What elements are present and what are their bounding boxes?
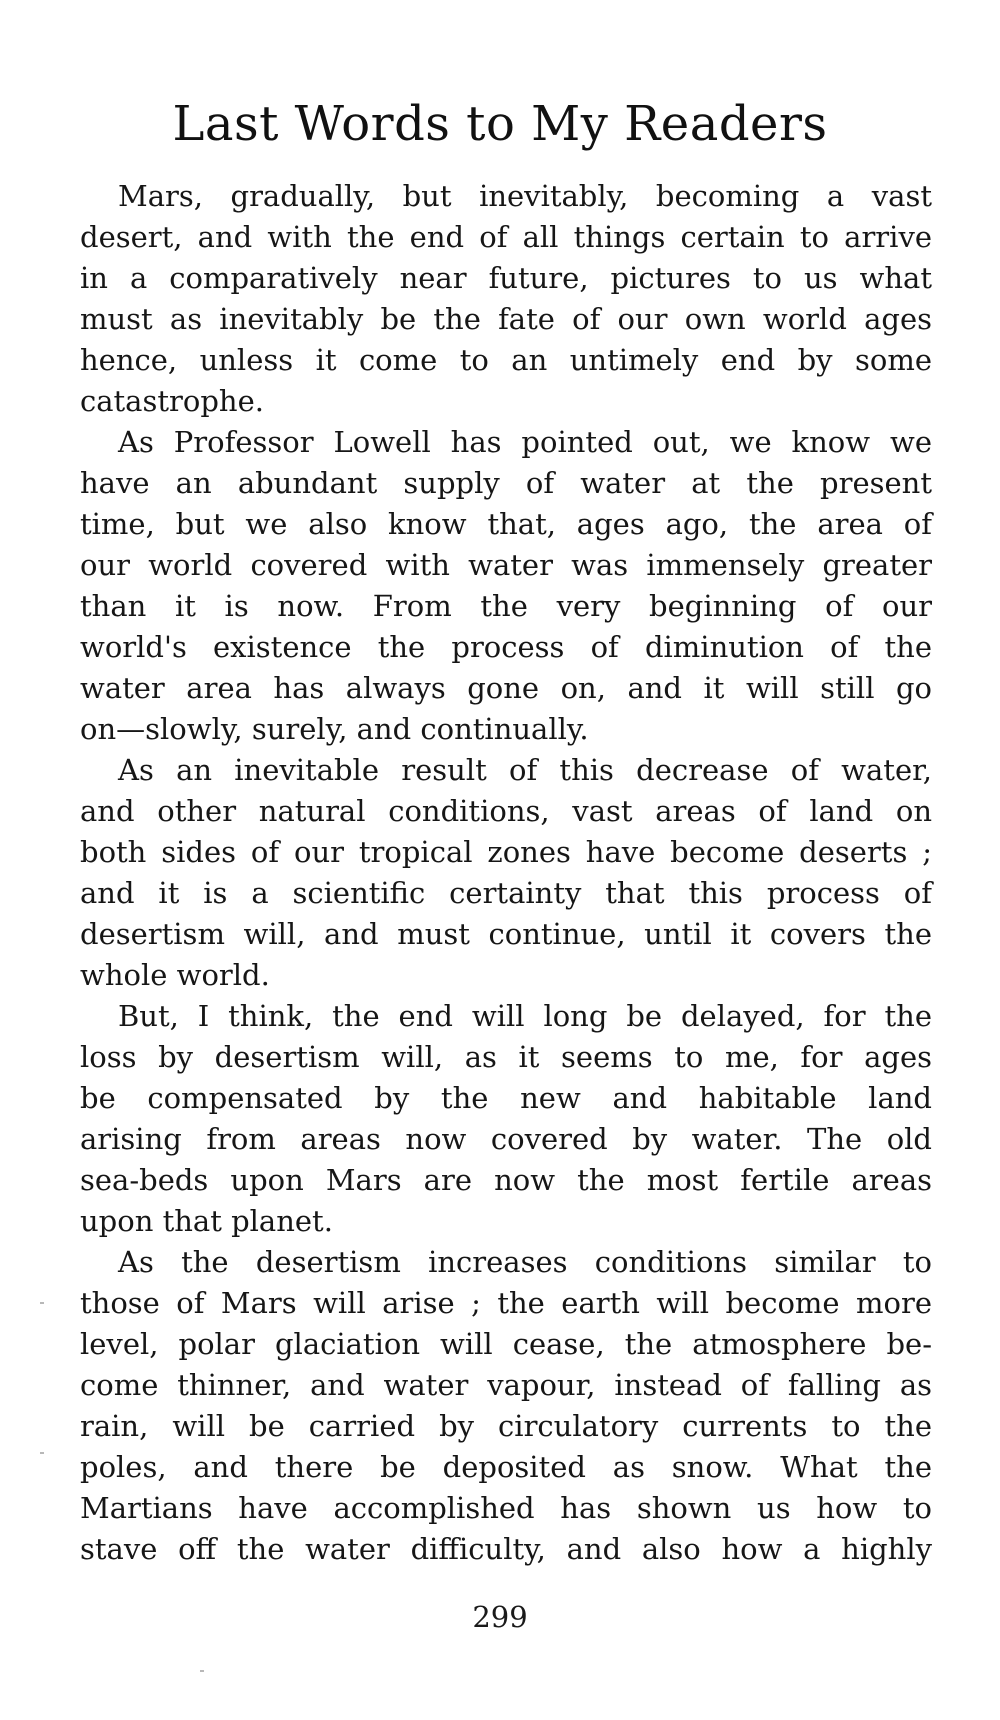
text-line: As an inevitable result of this decrease of water,	[118, 753, 932, 787]
text-line: rain, will be carried by circulatory currents to the	[80, 1409, 932, 1443]
text-line: water area has always gone on, and it will still go	[80, 671, 932, 705]
text-line: be compensated by the new and habitable land	[80, 1081, 932, 1115]
text-line: come thinner, and water vapour, instead of falling as	[80, 1368, 932, 1402]
scan-speck	[40, 1452, 44, 1454]
text-line: our world covered with water was immensely greater	[80, 548, 932, 582]
text-line: must as inevitably be the fate of our own world ages	[80, 302, 932, 336]
text-line: desert, and with the end of all things certain to arrive	[80, 220, 932, 254]
page-title: Last Words to My Readers	[172, 96, 828, 152]
text-line: poles, and there be deposited as snow. What the	[80, 1450, 932, 1484]
text-line: As Professor Lowell has pointed out, we know we	[118, 425, 932, 459]
text-line: and it is a scientific certainty that this process of	[80, 876, 932, 910]
text-line: both sides of our tropical zones have become deserts ;	[80, 835, 932, 869]
text-line: Martians have accomplished has shown us how to	[80, 1491, 932, 1525]
text-line: arising from areas now covered by water. The old	[80, 1122, 932, 1156]
text-line: But, I think, the end will long be delayed, for the	[118, 999, 932, 1033]
text-line: in a comparatively near future, pictures to us what	[80, 261, 932, 295]
text-line: stave off the water difficulty, and also how a highly	[80, 1532, 932, 1566]
text-line: world's existence the process of diminution of the	[80, 630, 932, 664]
paragraph	[80, 1242, 932, 1570]
text-line: level, polar glaciation will cease, the atmosphere be-	[80, 1327, 932, 1361]
text-line: on—slowly, surely, and continually.	[80, 712, 589, 746]
text-line: As the desertism increases conditions similar to	[118, 1245, 932, 1279]
paragraph	[80, 422, 932, 750]
text-line: sea-beds upon Mars are now the most fertile areas	[80, 1163, 932, 1197]
paragraph	[80, 750, 932, 996]
text-line: have an abundant supply of water at the present	[80, 466, 932, 500]
paragraph	[80, 996, 932, 1242]
text-line: desertism will, and must continue, until it covers the	[80, 917, 932, 951]
text-line: catastrophe.	[80, 384, 264, 418]
body-text	[80, 176, 932, 1570]
text-line: loss by desertism will, as it seems to me, for ages	[80, 1040, 932, 1074]
page-number: 299	[472, 1600, 528, 1634]
paragraph	[80, 176, 932, 422]
scan-speck	[40, 1302, 44, 1304]
text-line: those of Mars will arise ; the earth will become more	[80, 1286, 932, 1320]
text-line: and other natural conditions, vast areas of land on	[80, 794, 932, 828]
text-line: whole world.	[80, 958, 270, 992]
text-line: Mars, gradually, but inevitably, becoming a vast	[118, 179, 932, 213]
text-line: hence, unless it come to an untimely end by some	[80, 343, 932, 377]
text-line: time, but we also know that, ages ago, the area of	[80, 507, 932, 541]
scan-speck	[200, 1670, 204, 1672]
text-line: than it is now. From the very beginning of our	[80, 589, 932, 623]
text-line: upon that planet.	[80, 1204, 333, 1238]
